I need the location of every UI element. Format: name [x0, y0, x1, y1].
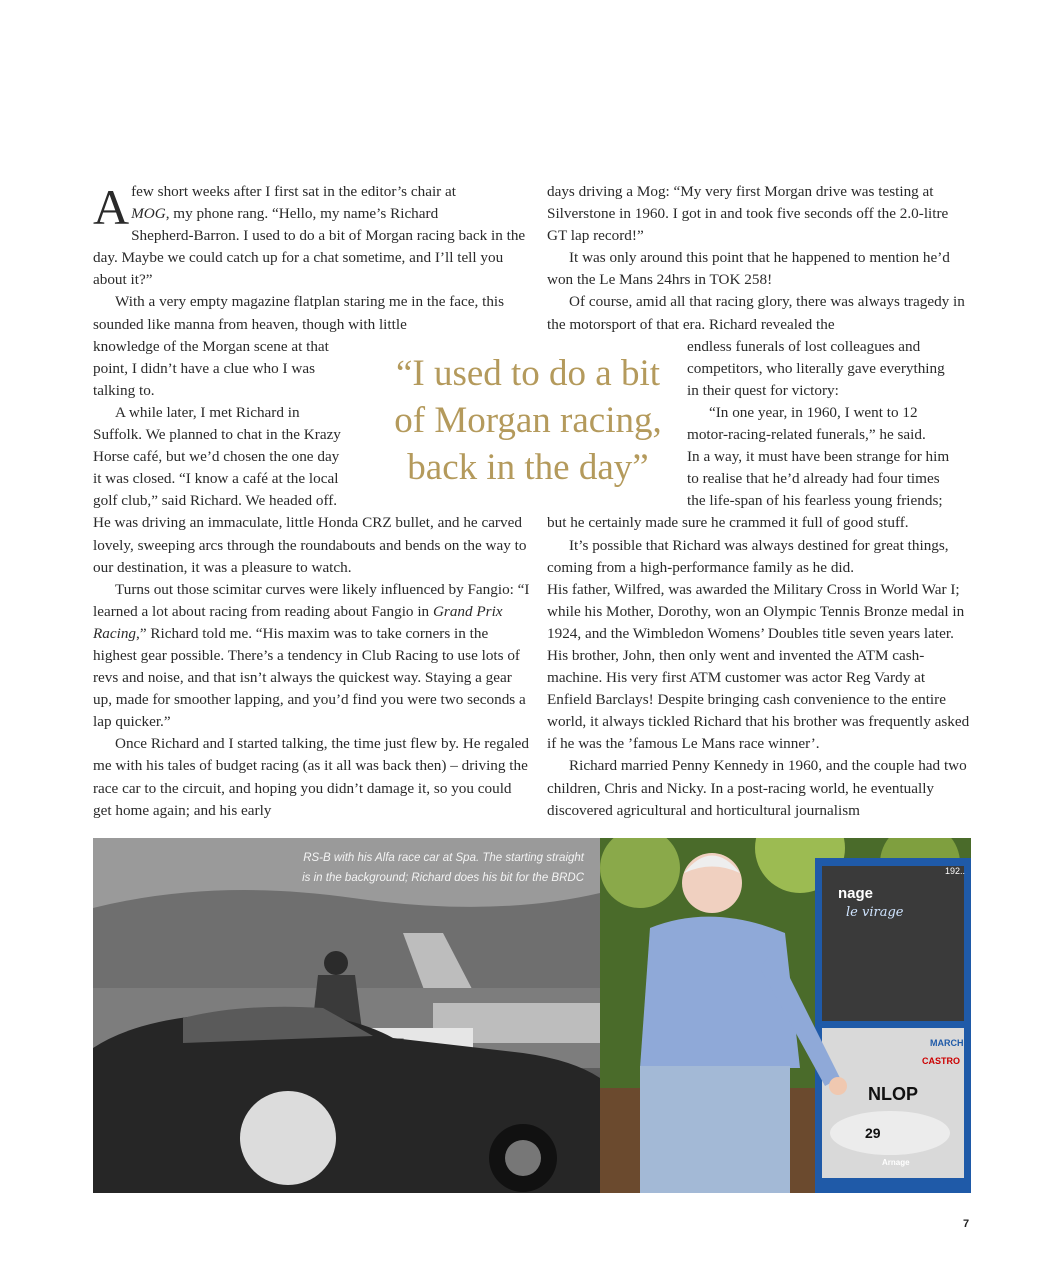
paragraph-5-line-1: It’s possible that Richard was always destined for great things, coming from a high-performance family as he did. [547, 536, 949, 576]
line: , my phone rang. “Hello, my name’s Richard [165, 205, 439, 223]
paragraph-3: Of course, amid all that racing glory, there was always tragedy in the motorsport of that era. Richard revealed the [547, 293, 965, 333]
poster-top-text: 192.. [945, 866, 966, 876]
wrap-line: A while later, I met Richard in [115, 403, 300, 421]
photo-spa-race-car [93, 838, 600, 1193]
wrap-line: Suffolk. We planned to chat in the Krazy [93, 426, 341, 444]
poster-ad: NLOP [868, 1084, 919, 1104]
article-column-right [547, 181, 971, 822]
paragraph-text: Shepherd-Barron. I used to do a bit of Morgan racing back in the day. Maybe we could catch up for a chat sometime, and I’ll tell you about it?” [93, 227, 526, 289]
wrap-line: talking to. [93, 381, 155, 399]
pull-quote-line: of Morgan racing, [394, 400, 662, 441]
paragraph-4 [93, 579, 533, 734]
paragraph-6: Richard married Penny Kennedy in 1960, and the couple had two children, Chris and Nicky. In a post-racing world, he eventually discovered agricultural and horticultural journalism [547, 757, 967, 819]
caption-line: RS-B with his Alfa race car at Spa. The starting straight [303, 852, 584, 864]
wrap-line: it was closed. “I know a café at the local [93, 470, 339, 488]
wrap-line: In a way, it must have been strange for him [687, 448, 950, 466]
caption-line: is in the background; Richard does his bit for the BRDC [302, 872, 584, 884]
paragraph-5: Once Richard and I started talking, the time just flew by. He regaled me with his tales of budget racing (as it all was back then) – driving the race car to the circuit, and hoping you didn’t damage it, so you could get home again; and his early [93, 735, 529, 819]
paragraph-3: He was driving an immaculate, little Honda CRZ bullet, and he carved lovely, sweeping arcs through the roundabouts and bends on the way to our destination, it was a pleasure to watch. [93, 514, 527, 576]
wrap-line: motor-racing-related funerals,” he said. [687, 426, 926, 444]
paragraph-5: His father, Wilfred, was awarded the Military Cross in World War I; while his Mother, Dorothy, won an Olympic Tennis Bronze medal in 1924, and the Wimbledon Womens’ Doubles title seven years later. His brother, John, then only went and invented the ATM cash-machine. His very first ATM customer was actor Reg Vardy at Enfield Barclays! Despite bringing cash convenience to the entire world, it always tickled Richard that his brother was frequently asked if he was the ’famous Le Mans race winner’. [547, 580, 970, 753]
photo-illustration [600, 838, 971, 1193]
paragraph-text: ,” Richard told me. “His maxim was to take corners in the highest gear possible. There’s a tendency in Club Racing to use lots of revs and noise, and that isn’t always the quickest way. Staying a gear up, made for smoother lapping, and you’d find you were two seconds a lap quicker.” [93, 624, 526, 731]
wrap-line: to realise that he’d already had four times [687, 470, 940, 488]
pull-quote [378, 350, 678, 491]
page-number: 7 [963, 1218, 970, 1230]
line: few short weeks after I first sat in the editor’s chair at [131, 183, 456, 200]
wrap-line: the life-span of his fearless young friends; [687, 492, 943, 510]
paragraph-text: With a very empty magazine flatplan staring me in the face, this sounded like manna from heaven, though with little [93, 293, 505, 333]
poster-footer: Arnage [882, 1158, 910, 1167]
wrap-line: competitors, who literally gave everything [687, 359, 945, 377]
wrap-line: endless funerals of lost colleagues and [687, 337, 921, 355]
paragraph-2: It was only around this point that he happened to mention he’d won the Le Mans 24hrs in TOK 258! [547, 249, 950, 289]
paragraph-2 [93, 291, 533, 335]
paragraph-1: days driving a Mog: “My very first Morgan drive was testing at Silverstone in 1960. I got in and took five seconds off the 2.0-litre GT lap record!” [547, 183, 949, 245]
wrap-line: golf club,” said Richard. We headed off. [93, 492, 338, 510]
wrap-line: “In one year, in 1960, I went to 12 [709, 403, 918, 421]
poster-car-number: 29 [865, 1125, 881, 1141]
photo-caption [284, 848, 584, 888]
article-column-left [93, 181, 533, 822]
photo-richard-with-poster [600, 838, 971, 1193]
pull-quote-line: back in the day” [407, 447, 649, 488]
photo-illustration [93, 838, 600, 1193]
wrap-line: in their quest for victory: [687, 381, 839, 399]
wrap-line: point, I didn’t have a clue who I was [93, 359, 315, 377]
magazine-name: MOG [131, 205, 166, 223]
wrap-line: knowledge of the Morgan scene at that [93, 337, 329, 355]
pull-quote-line: “I used to do a bit [395, 353, 661, 394]
poster-script: le virage [846, 905, 904, 920]
poster-ad: MARCH [930, 1038, 964, 1048]
book-title: Grand Prix Racing [93, 602, 503, 642]
wrap-line: Horse café, but we’d chosen the one day [93, 448, 340, 466]
poster-title: nage [838, 885, 874, 902]
drop-cap: A [93, 179, 130, 235]
paragraph-4: but he certainly made sure he crammed it full of good stuff. [547, 514, 909, 532]
paragraph-text: Turns out those scimitar curves were likely influenced by Fangio: “I learned a lot about racing from reading about Fangio in [93, 580, 530, 620]
paragraph-1 [93, 181, 533, 291]
poster-ad: CASTRO [922, 1056, 960, 1066]
